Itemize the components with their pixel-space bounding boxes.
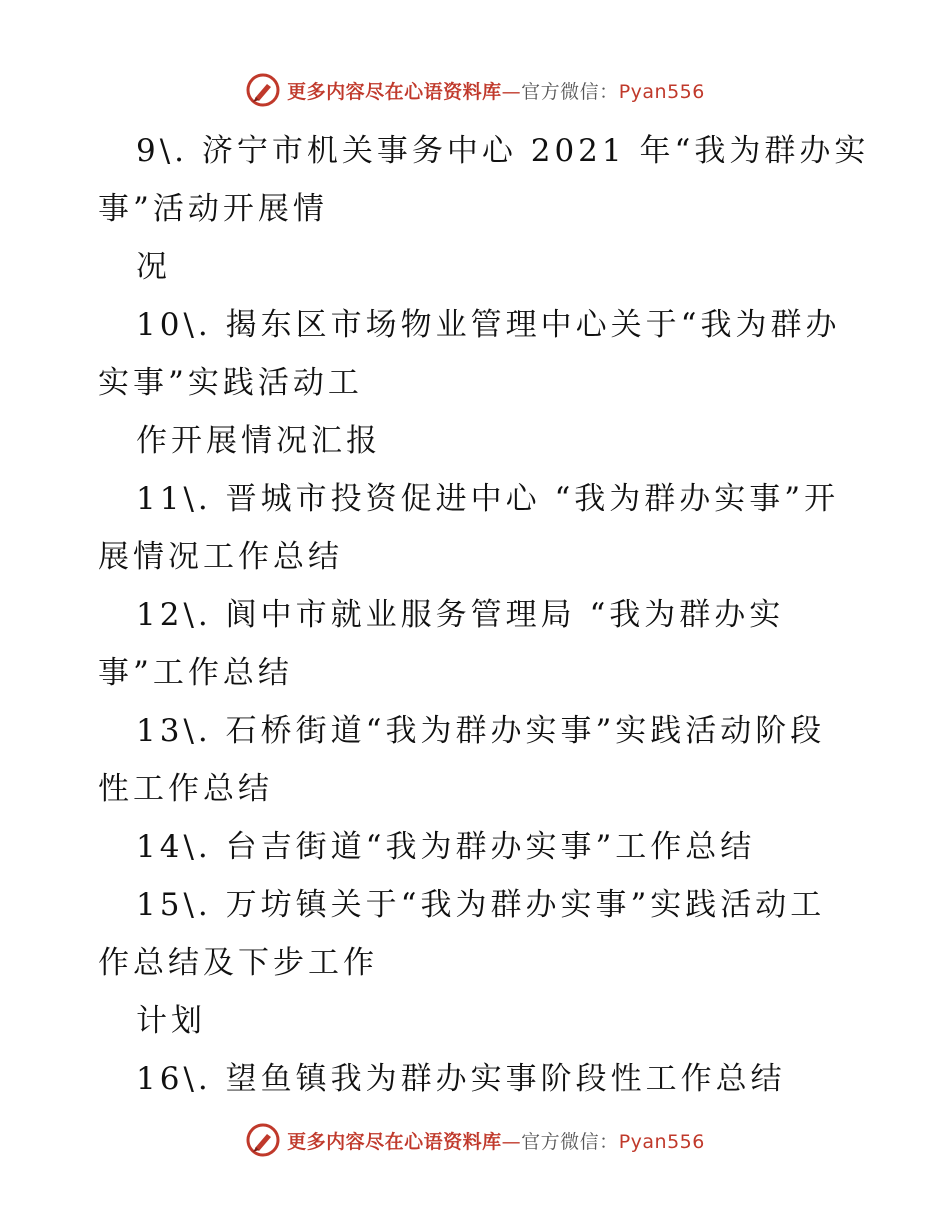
footer-wechat-label: 官方微信： [521, 1130, 619, 1153]
footer-brand: 更多内容尽在心语资料库 [287, 1130, 502, 1153]
footer-banner [0, 1118, 950, 1162]
list-item-16-line-1: 16\. 望鱼镇我为群办实事阶段性工作总结 [136, 1061, 786, 1097]
list-item-11-line-2: 展情况工作总结 [98, 539, 343, 575]
list-item-11-line-1: 11\. 晋城市投资促进中心 “我为群办实事”开 [136, 481, 840, 517]
header-banner [0, 68, 950, 112]
footer-wechat-id: Pyan556 [618, 1130, 705, 1153]
header-brand: 更多内容尽在心语资料库 [287, 80, 502, 103]
footer-text [287, 1127, 705, 1154]
list-item-12-line-2: 事”工作总结 [98, 655, 293, 691]
list-item-10-line-2: 实事”实践活动工 [98, 365, 363, 401]
list-item-9-line-1: 9\. 济宁市机关事务中心 2021 年“我为群办实 [136, 133, 870, 169]
list-item-9-line-3: 况 [136, 249, 171, 285]
list-item-10-line-1: 10\. 揭东区市场物业管理中心关于“我为群办 [136, 307, 841, 343]
list-item-15-line-2: 作总结及下步工作 [98, 945, 378, 981]
list-item-15-line-1: 15\. 万坊镇关于“我为群办实事”实践活动工 [136, 887, 826, 923]
pen-logo-icon [245, 72, 281, 108]
header-wechat-label: 官方微信： [521, 80, 619, 103]
list-item-13-line-2: 性工作总结 [98, 771, 273, 807]
list-item-14-line-1: 14\. 台吉街道“我为群办实事”工作总结 [136, 829, 756, 865]
list-item-12-line-1: 12\. 阆中市就业服务管理局 “我为群办实 [136, 597, 785, 633]
list-item-9-line-2: 事”活动开展情 [98, 191, 328, 227]
list-item-15-line-3: 计划 [136, 1003, 206, 1039]
header-text [287, 77, 705, 104]
header-dash: — [501, 80, 522, 103]
list-item-13-line-1: 13\. 石桥街道“我为群办实事”实践活动阶段 [136, 713, 826, 749]
footer-dash: — [501, 1130, 522, 1153]
header-wechat-id: Pyan556 [618, 80, 705, 103]
pen-logo-icon [245, 1122, 281, 1158]
list-item-10-line-3: 作开展情况汇报 [136, 423, 381, 459]
document-body [0, 122, 950, 1108]
